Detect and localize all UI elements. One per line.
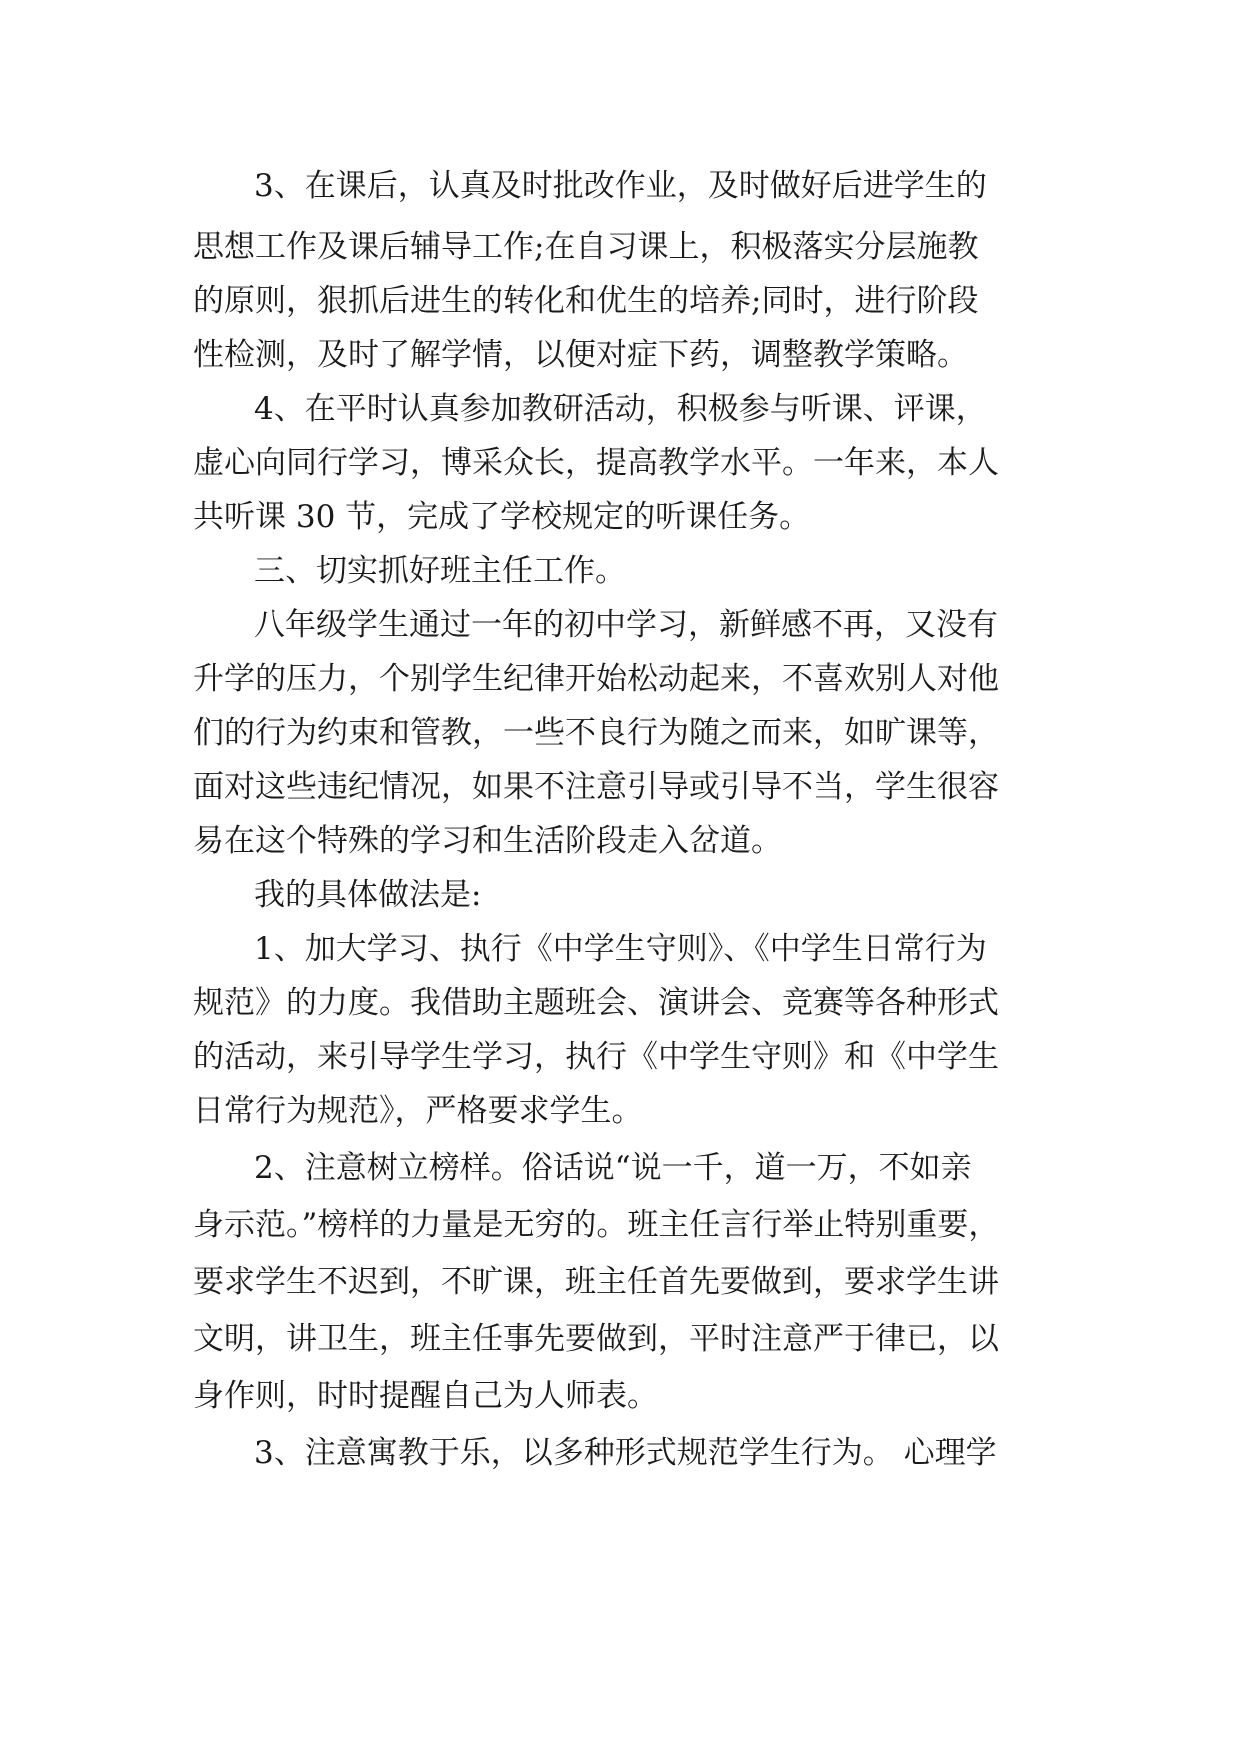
paragraph-line: 2、注意树立榜样。俗话说“说一千，道一万，不如亲 [254, 1150, 972, 1186]
paragraph-line: 的活动，来引导学生学习，执行《中学生守则》和《中学生 [193, 1039, 999, 1075]
paragraph-line: 的原则，狠抓后进生的转化和优生的培养;同时，进行阶段 [193, 283, 979, 319]
paragraph-line: 4、在平时认真参加教研活动，积极参与听课、评课， [254, 391, 987, 427]
paragraph-line: 虚心向同行学习，博采众长，提高教学水平。一年来，本人 [193, 445, 999, 481]
paragraph-line: 性检测，及时了解学情，以便对症下药，调整教学策略。 [193, 337, 968, 373]
paragraph-line: 升学的压力，个别学生纪律开始松动起来，不喜欢别人对他 [193, 661, 999, 697]
paragraph-line: 1、加大学习、执行《中学生守则》、《中学生日常行为 [254, 931, 987, 967]
paragraph-line: 我的具体做法是: [254, 877, 482, 913]
paragraph-line: 文明，讲卫生，班主任事先要做到，平时注意严于律已，以 [193, 1321, 999, 1357]
paragraph-line: 身示范。”榜样的力量是无穷的。班主任言行举止特别重要， [193, 1207, 1000, 1243]
paragraph-line: 要求学生不迟到，不旷课，班主任首先要做到，要求学生讲 [193, 1264, 999, 1300]
paragraph-line: 3、在课后，认真及时批改作业，及时做好后进学生的 [254, 168, 987, 204]
paragraph-line: 身作则，时时提醒自己为人师表。 [193, 1378, 658, 1414]
paragraph-line: 思想工作及课后辅导工作;在自习课上，积极落实分层施教 [193, 229, 979, 265]
paragraph-line: 们的行为约束和管教，一些不良行为随之而来，如旷课等， [193, 715, 999, 751]
paragraph-line: 八年级学生通过一年的初中学习，新鲜感不再，又没有 [254, 607, 998, 643]
paragraph-line: 规范》的力度。我借助主题班会、演讲会、竞赛等各种形式 [193, 985, 999, 1021]
paragraph-line: 3、注意寓教于乐，以多种形式规范学生行为。 心理学 [254, 1435, 997, 1471]
paragraph-line: 共听课 30 节，完成了学校规定的听课任务。 [193, 499, 811, 535]
section-heading: 三、切实抓好班主任工作。 [254, 553, 626, 589]
paragraph-line: 易在这个特殊的学习和生活阶段走入岔道。 [193, 823, 782, 859]
paragraph-line: 日常行为规范》，严格要求学生。 [193, 1093, 643, 1129]
paragraph-line: 面对这些违纪情况，如果不注意引导或引导不当，学生很容 [193, 769, 999, 805]
